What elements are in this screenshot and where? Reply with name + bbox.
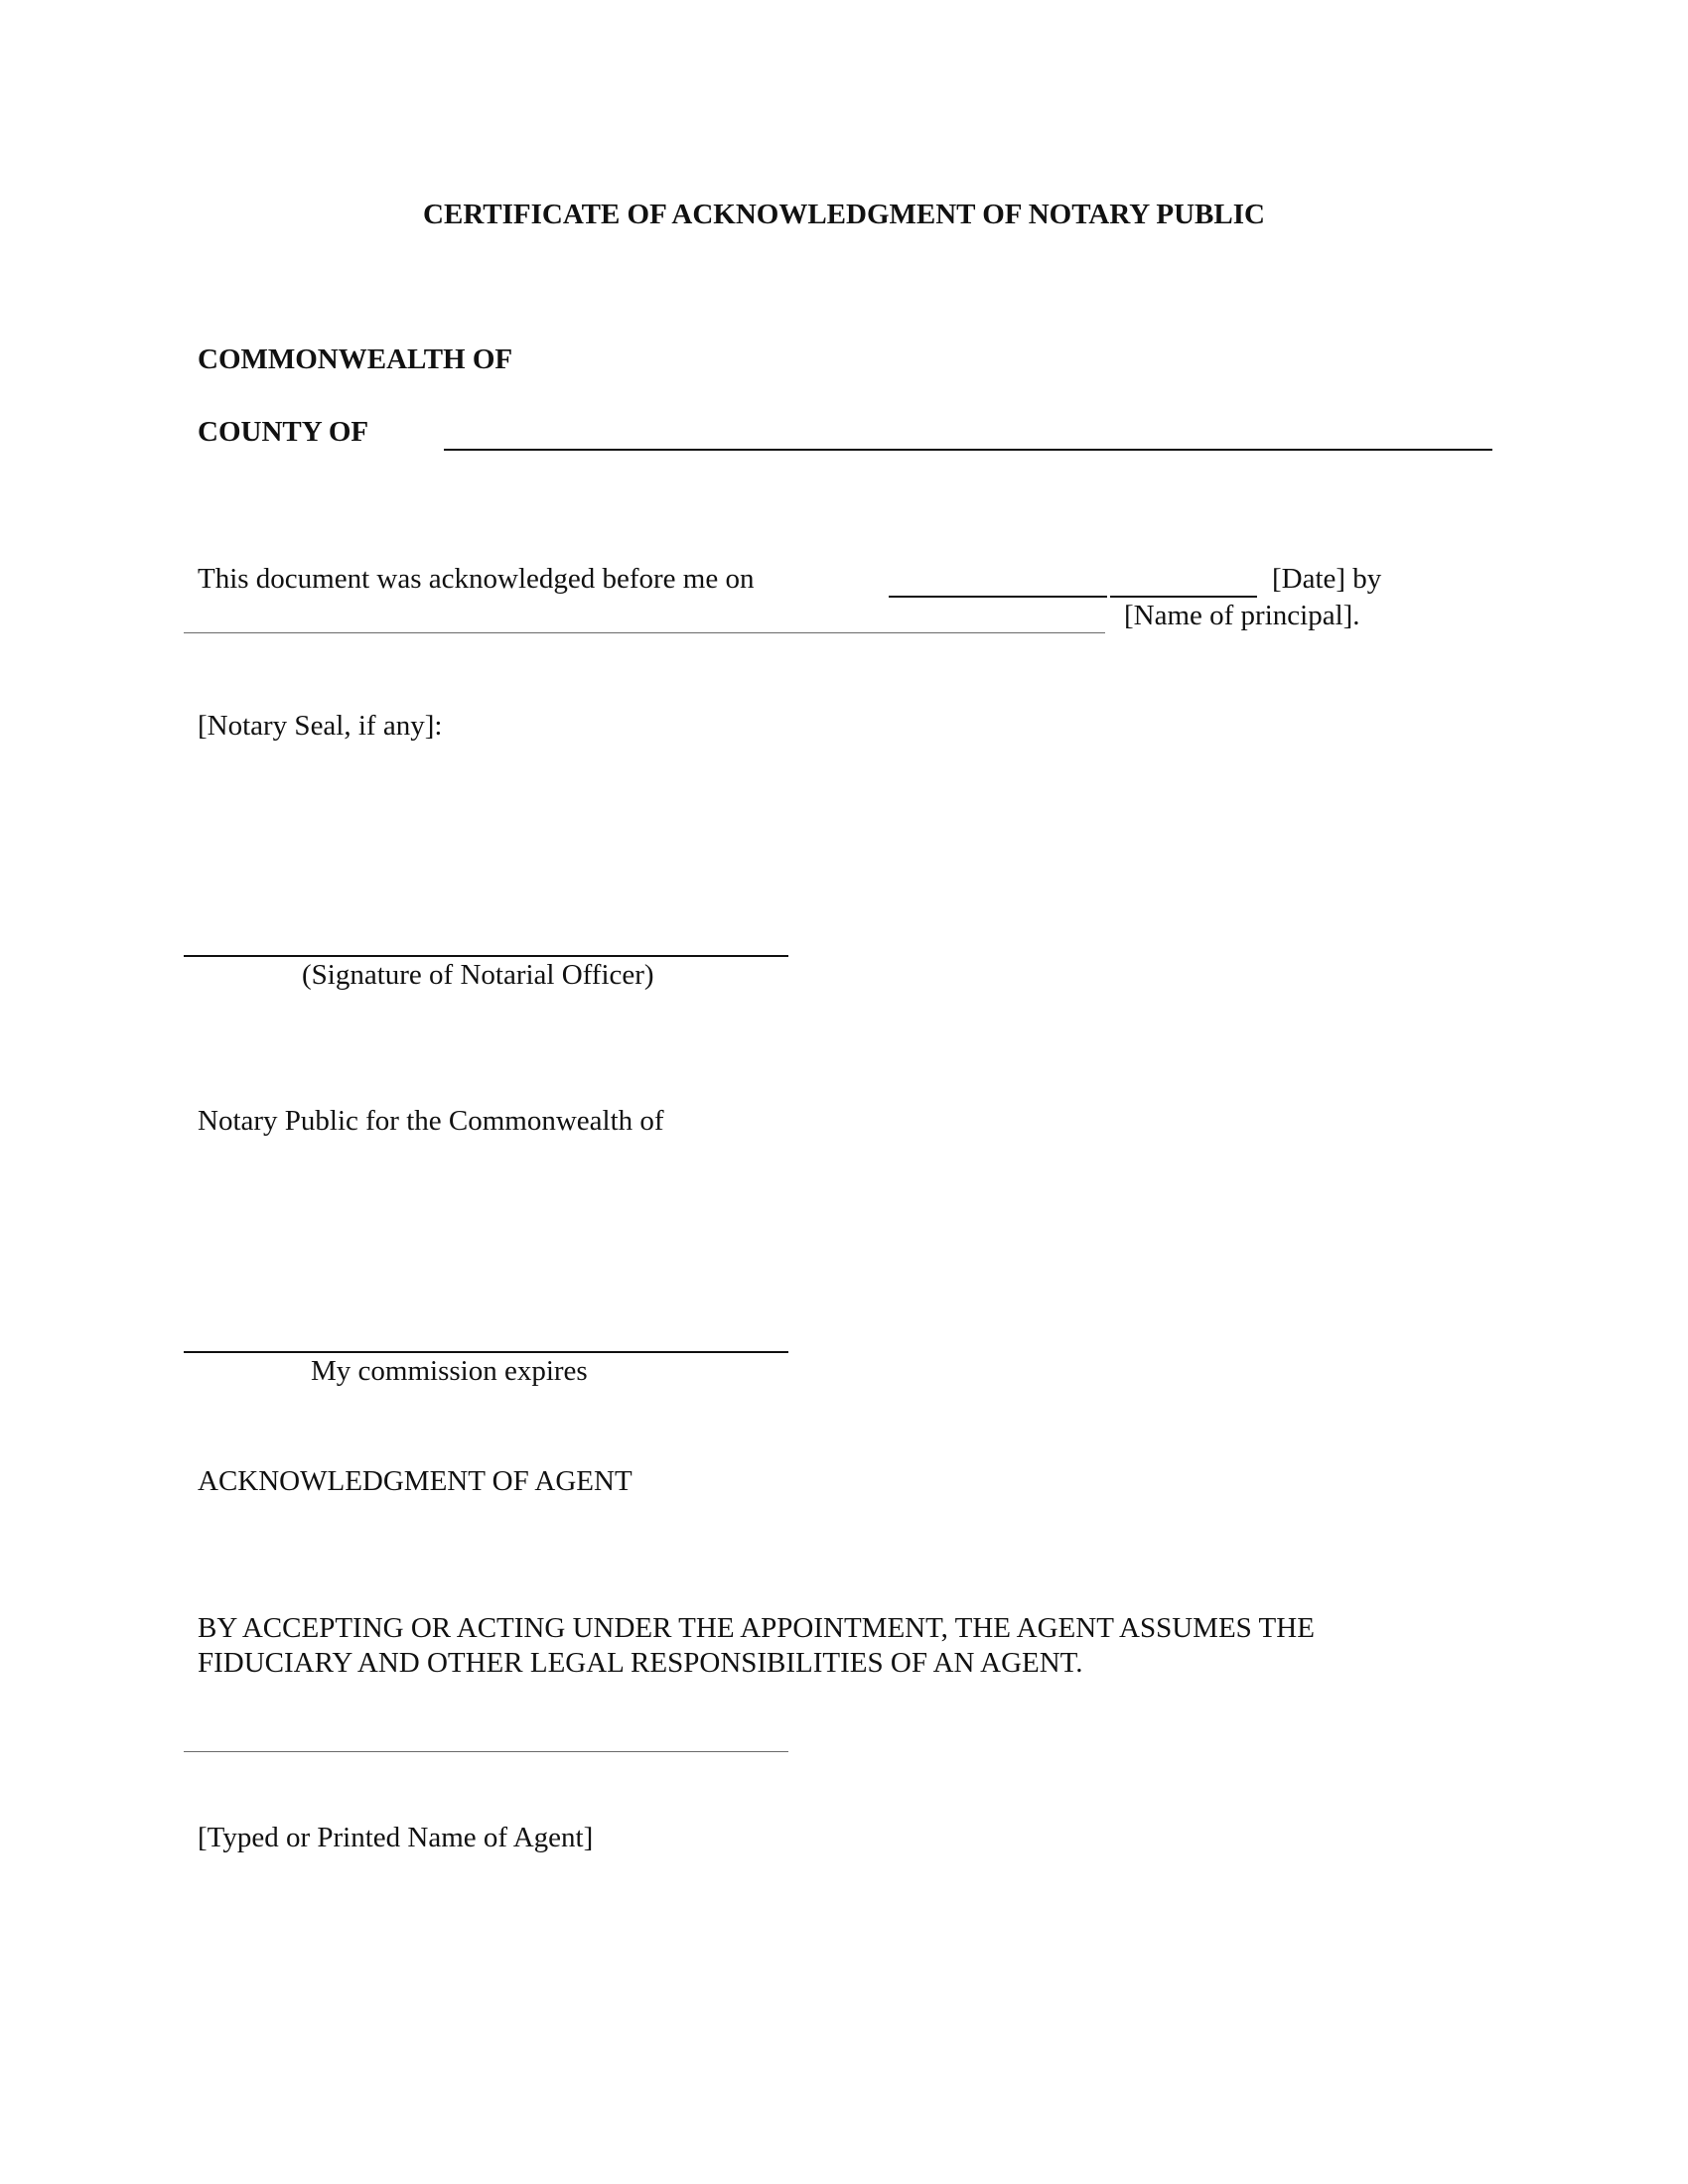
agent-name-caption: [Typed or Printed Name of Agent]: [198, 1822, 594, 1853]
principal-name-blank-line[interactable]: [184, 632, 1105, 633]
page-title: CERTIFICATE OF ACKNOWLEDGMENT OF NOTARY PUBLIC: [423, 199, 1265, 230]
agent-statement-line-2: FIDUCIARY AND OTHER LEGAL RESPONSIBILITIES OF AN AGENT.: [198, 1647, 1083, 1679]
acknowledgment-sentence: This document was acknowledged before me on: [198, 563, 755, 595]
notary-public-label: Notary Public for the Commonwealth of: [198, 1105, 664, 1137]
date-blank-line-1[interactable]: [889, 596, 1107, 598]
notary-signature-caption: (Signature of Notarial Officer): [302, 959, 654, 991]
county-blank-line[interactable]: [444, 449, 1492, 451]
county-label: COUNTY OF: [198, 416, 369, 448]
commonwealth-label: COMMONWEALTH OF: [198, 343, 513, 375]
notary-seal-label: [Notary Seal, if any]:: [198, 710, 443, 742]
date-label: [Date] by: [1272, 563, 1382, 595]
principal-label: [Name of principal].: [1124, 600, 1360, 631]
commission-expiry-caption: My commission expires: [311, 1355, 588, 1387]
agent-statement-line-1: BY ACCEPTING OR ACTING UNDER THE APPOINTMENT, THE AGENT ASSUMES THE: [198, 1612, 1315, 1644]
agent-heading: ACKNOWLEDGMENT OF AGENT: [198, 1465, 633, 1497]
agent-signature-line[interactable]: [184, 1751, 788, 1752]
